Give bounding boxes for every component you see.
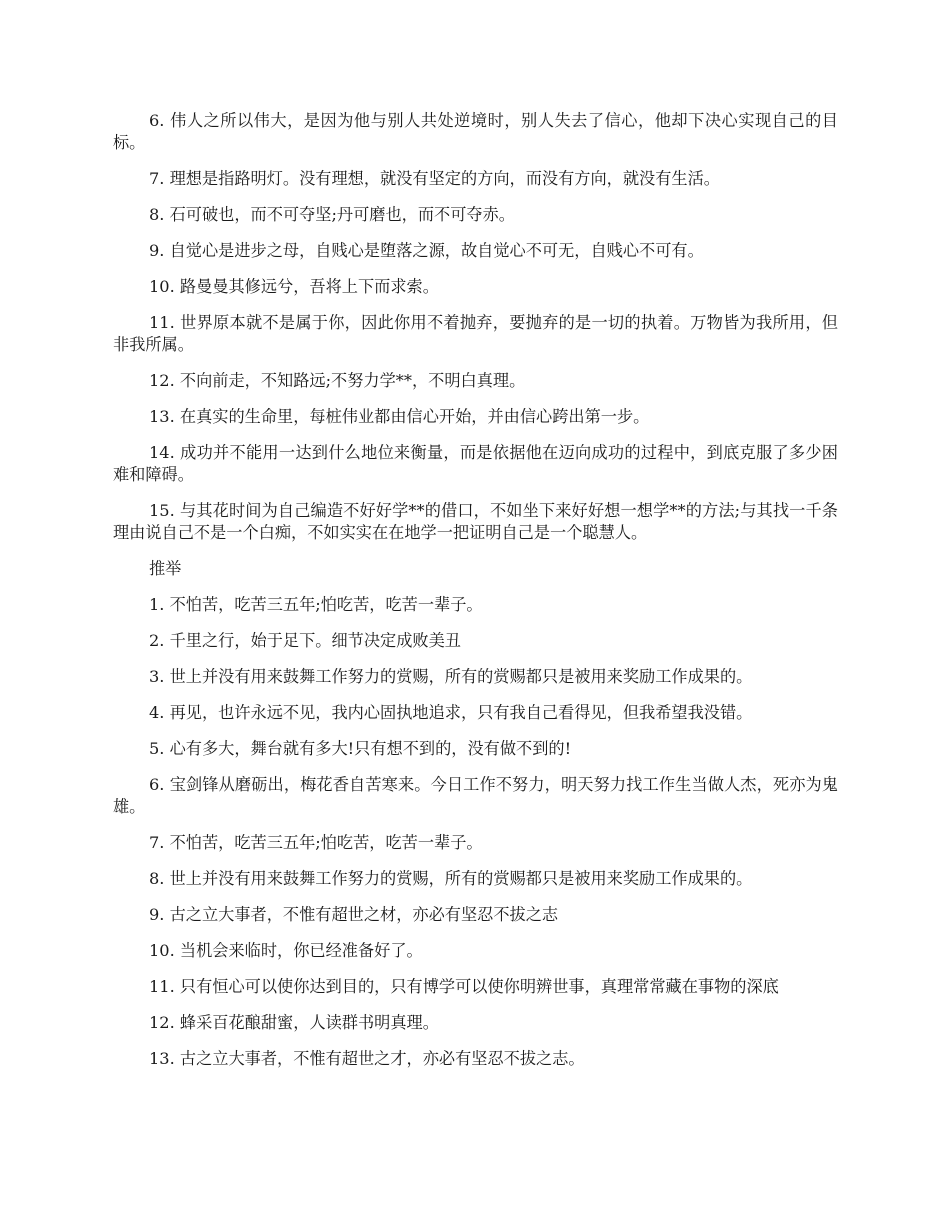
quote-item: 11. 世界原本就不是属于你，因此你用不着抛弃，要抛弃的是一切的执着。万物皆为我所用，但非我所属。 <box>113 313 838 354</box>
quote-item: 9. 自觉心是进步之母，自贱心是堕落之源，故自觉心不可无，自贱心不可有。 <box>149 241 704 260</box>
recommended-quote-list <box>113 594 838 1070</box>
quote-item: 4. 再见，也许永远不见，我内心固执地追求，只有我自己看得见，但我希望我没错。 <box>149 703 753 722</box>
quote-item: 7. 理想是指路明灯。没有理想，就没有坚定的方向，而没有方向，就没有生活。 <box>149 169 720 188</box>
quote-item: 10. 当机会来临时，你已经准备好了。 <box>149 941 423 960</box>
quote-item: 14. 成功并不能用一达到什么地位来衡量，而是依据他在迈向成功的过程中，到底克服了多少困难和障碍。 <box>113 443 838 484</box>
quote-item: 5. 心有多大，舞台就有多大!只有想不到的，没有做不到的! <box>149 739 572 758</box>
document-page <box>113 110 838 1084</box>
quote-item: 3. 世上并没有用来鼓舞工作努力的赏赐，所有的赏赐都只是被用来奖励工作成果的。 <box>149 667 753 686</box>
quote-list-continued <box>113 110 838 544</box>
quote-item: 1. 不怕苦，吃苦三五年;怕吃苦，吃苦一辈子。 <box>149 595 483 614</box>
quote-item: 10. 路曼曼其修远兮，吾将上下而求索。 <box>149 277 439 296</box>
quote-item: 8. 世上并没有用来鼓舞工作努力的赏赐，所有的赏赐都只是被用来奖励工作成果的。 <box>149 869 753 888</box>
quote-item: 15. 与其花时间为自己编造不好好学**的借口，不如坐下来好好想一想学**的方法;与其找一千条理由说自己不是一个白痴，不如实实在在地学一把证明自己是一个聪慧人。 <box>113 501 838 542</box>
quote-item: 12. 蜂采百花酿甜蜜，人读群书明真理。 <box>149 1013 439 1032</box>
quote-item: 6. 伟人之所以伟大，是因为他与别人共处逆境时，别人失去了信心，他却下决心实现自己的目标。 <box>113 111 838 152</box>
quote-item: 11. 只有恒心可以使你达到目的，只有博学可以使你明辨世事，真理常常藏在事物的深底 <box>149 977 779 996</box>
quote-item: 8. 石可破也，而不可夺坚;丹可磨也，而不可夺赤。 <box>149 205 515 224</box>
quote-item: 6. 宝剑锋从磨砺出，梅花香自苦寒来。今日工作不努力，明天努力找工作生当做人杰，死亦为鬼雄。 <box>113 775 838 816</box>
quote-item: 13. 古之立大事者，不惟有超世之才，亦必有坚忍不拔之志。 <box>149 1049 585 1068</box>
quote-item: 7. 不怕苦，吃苦三五年;怕吃苦，吃苦一辈子。 <box>149 833 483 852</box>
quote-item: 12. 不向前走，不知路远;不努力学**，不明白真理。 <box>149 371 526 390</box>
quote-item: 2. 千里之行，始于足下。细节决定成败美丑 <box>149 631 461 650</box>
section-heading: 推举 <box>149 559 182 578</box>
quote-item: 9. 古之立大事者，不惟有超世之材，亦必有坚忍不拔之志 <box>149 905 559 924</box>
quote-item: 13. 在真实的生命里，每桩伟业都由信心开始，并由信心跨出第一步。 <box>149 407 650 426</box>
